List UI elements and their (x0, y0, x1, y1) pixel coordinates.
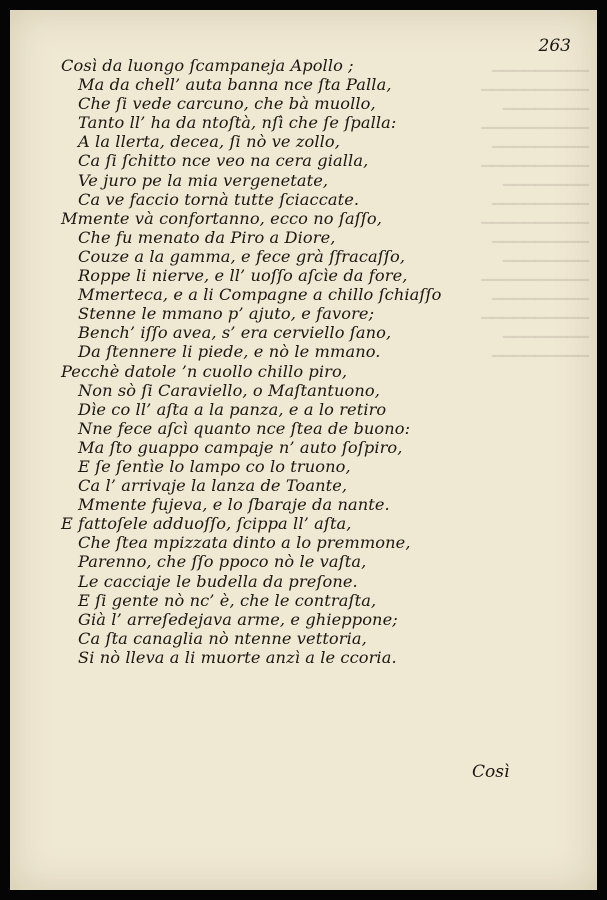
verse-line: Ma da chell’ auta banna nce ſta Palla, (78, 75, 392, 95)
verse-line: Parenno, che ſſo ppoco nò le vaſta, (78, 552, 367, 572)
verse-line: Che ſi vede carcuno, che bà muollo, (78, 94, 376, 114)
verse-line: Couze a la gamma, e fece grà ſfracaſſo, (78, 246, 406, 266)
verse-line: E ſe ſentìe lo lampo co lo truono, (78, 456, 351, 476)
verse-line: A la llerta, decea, ſi nò ve zollo, (78, 132, 340, 152)
verse-line: Ca l’ arrivaje la lanza de Toante, (78, 476, 348, 496)
verse-line: Da ſtennere li piede, e nò le mmano. (78, 342, 381, 362)
stanza-3 (61, 362, 491, 515)
page-number: 263 (538, 36, 571, 56)
stanza-4 (61, 514, 491, 667)
verse-line: Che ſtea mpizzata dinto a lo premmone, (78, 533, 411, 553)
verse-text (61, 56, 491, 667)
verse-line: Mmente fujeva, e lo ſbaraje da nante. (78, 495, 390, 515)
verse-line: Dìe co ll’ aſta a la panza, e a lo retiro (78, 399, 387, 419)
verse-line: Le cacciaje le budella da preſone. (78, 571, 358, 591)
verse-line: Nne fece aſcì quanto nce ſtea de buono: (78, 418, 411, 438)
verse-line: E fattoſele adduoſſo, ſcippa ll’ aſta, (61, 514, 352, 534)
verse-line: Roppe li nierve, e ll’ uoſſo aſcìe da fore, (78, 266, 408, 286)
stanza-1 (61, 56, 491, 209)
catchword: Così (472, 762, 510, 782)
verse-line: Stenne le mmano p’ ajuto, e favore; (78, 304, 375, 324)
bleed-through-shadow: ▔▔▔▔▔▔▔▔▔ ▔▔▔▔▔▔▔▔▔▔ ▔▔▔▔▔▔▔▔ ▔▔▔▔▔▔▔▔▔▔ ▔▔▔▔▔▔▔▔▔ ▔▔▔▔▔▔▔▔▔▔ ▔▔▔▔▔▔▔▔ ▔▔▔▔▔▔▔▔▔ ▔▔▔▔▔▔▔▔▔▔ ▔▔▔▔▔▔▔▔▔ ▔▔▔▔▔▔▔▔ ▔▔▔▔▔▔▔▔▔▔ ▔▔▔▔▔▔▔▔▔ ▔▔▔▔▔▔▔▔▔▔ ▔▔▔▔▔▔▔▔ ▔▔▔▔▔▔▔▔▔ (481, 71, 589, 372)
verse-line: Mmente và confortanno, ecco no ſaſſo, (61, 208, 382, 228)
verse-line: Così da luongo ſcampaneja Apollo ; (61, 56, 354, 75)
stanza-2 (61, 209, 491, 362)
verse-line: Ca ſta canaglia nò ntenne vettoria, (78, 628, 367, 648)
verse-line: Tanto ll’ ha da ntoſtà, nſì che ſe ſpalla: (78, 113, 397, 133)
verse-line: Si nò lleva a li muorte anzì a le ccoria. (78, 647, 397, 667)
verse-line: Ca ve faccio tornà tutte ſciaccate. (78, 189, 360, 209)
verse-line: Che fu menato da Piro a Diore, (78, 227, 336, 247)
book-page (10, 10, 597, 890)
verse-line: Mmerteca, e a li Compagne a chillo ſchiaſſo (78, 285, 442, 305)
verse-line: Bench’ iſſo avea, s’ era cerviello ſano, (78, 323, 392, 343)
verse-line: Ma ſto guappo campaje n’ auto ſoſpiro, (78, 437, 403, 457)
verse-line: Non sò ſi Caraviello, o Maſtantuono, (78, 380, 380, 400)
verse-line: Ca ſi ſchitto nce veo na cera gialla, (78, 151, 369, 171)
verse-line: Già l’ arreſedejava arme, e ghieppone; (78, 609, 398, 629)
verse-line: Pecchè datole ’n cuollo chillo piro, (61, 361, 348, 381)
verse-line: E ſi gente nò nc’ è, che le contraſta, (78, 590, 377, 610)
verse-line: Ve juro pe la mia vergenetate, (78, 170, 329, 190)
